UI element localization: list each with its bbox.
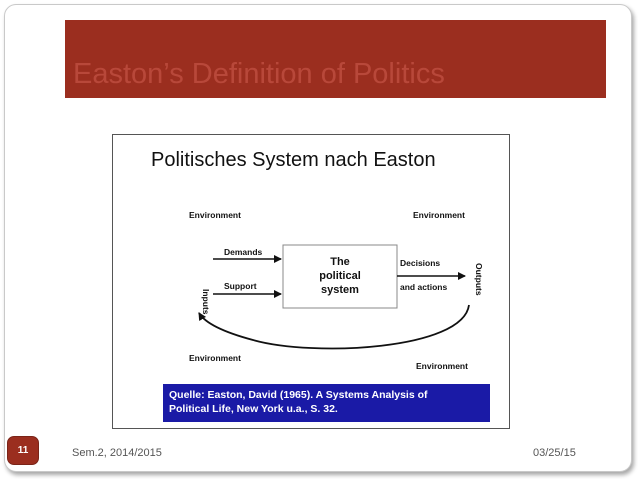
- outputs-label: Outputs: [474, 263, 484, 296]
- source-line-2: Political Life, New York u.a., S. 32.: [169, 403, 338, 415]
- title-bar: [65, 20, 606, 98]
- environment-top-right: Environment: [413, 210, 465, 220]
- footer-semester: Sem.2, 2014/2015: [72, 447, 162, 459]
- support-label: Support: [224, 281, 257, 291]
- slide-number-badge: 11: [7, 436, 39, 465]
- source-line-1: Quelle: Easton, David (1965). A Systems Analysis of: [169, 389, 428, 401]
- environment-bottom-left: Environment: [189, 353, 241, 363]
- system-label-line2: political: [319, 270, 361, 282]
- system-label-line1: The: [330, 256, 350, 268]
- decisions-label-line2: and actions: [400, 282, 448, 292]
- environment-top-left: Environment: [189, 210, 241, 220]
- inputs-label: Inputs: [201, 289, 211, 315]
- slide-title: Easton’s Definition of Politics: [73, 58, 445, 90]
- easton-figure: [112, 134, 510, 429]
- footer-date: 03/25/15: [533, 447, 576, 459]
- demands-label: Demands: [224, 247, 263, 257]
- feedback-loop-arrow: [199, 305, 469, 348]
- system-label-line3: system: [321, 284, 359, 296]
- source-citation-box: [163, 384, 490, 422]
- easton-diagram: [113, 135, 509, 385]
- decisions-label-line1: Decisions: [400, 258, 441, 268]
- figure-title: Politisches System nach Easton: [151, 149, 436, 171]
- environment-bottom-right: Environment: [416, 361, 468, 371]
